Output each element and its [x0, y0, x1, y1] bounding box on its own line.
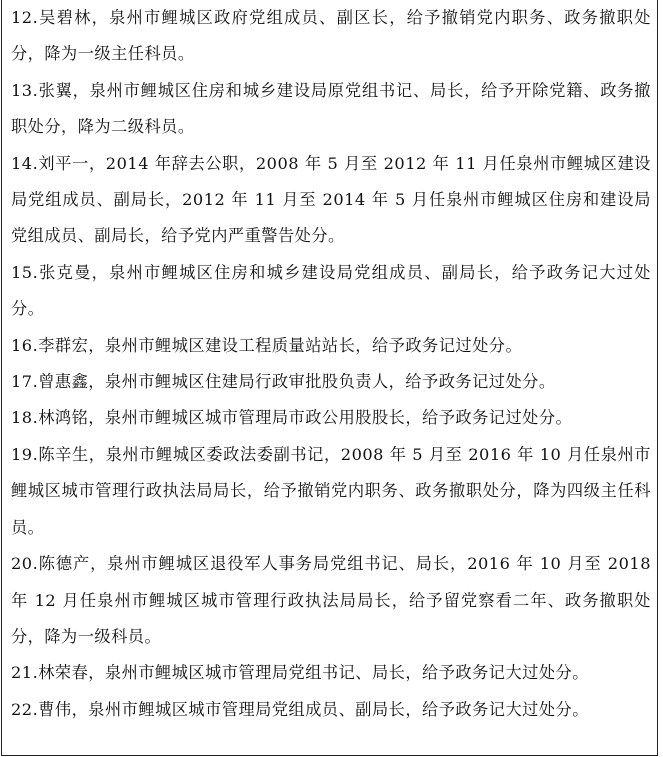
list-item: [11, 255, 651, 328]
list-item: [11, 364, 651, 400]
item-text: 陈德产，泉州市鲤城区退役军人事务局党组书记、局长，2016 年 10 月至 2018 年 12 月任泉州市鲤城区城市管理行政执法局局长，给予留党察看二年、政务撤职处分，降为一级科员。: [11, 554, 651, 646]
item-number: 13.: [11, 80, 39, 100]
item-text: 张翼，泉州市鲤城区住房和城乡建设局原党组书记、局长，给予开除党籍、政务撤职处分，降为二级科员。: [11, 80, 651, 137]
item-text: 李群宏，泉州市鲤城区建设工程质量站站长，给予政务记过处分。: [38, 335, 523, 355]
item-number: 17.: [11, 372, 39, 392]
item-text: 曹伟，泉州市鲤城区城市管理局党组成员、副局长，给予政务记大过处分。: [38, 699, 589, 719]
list-item: [11, 0, 651, 73]
item-text: 陈辛生，泉州市鲤城区委政法委副书记，2008 年 5 月至 2016 年 10 月任泉州市鲤城区城市管理行政执法局局长，给予撤销党内职务、政务撤职处分，降为四级主任科员。: [11, 444, 651, 537]
item-text: 吴碧林，泉州市鲤城区政府党组成员、副区长，给予撤销党内职务、政务撤职处分，降为一级主任科员。: [11, 8, 651, 64]
item-number: 18.: [11, 408, 39, 428]
item-text: 林荣春，泉州市鲤城区城市管理局党组书记、局长，给予政务记大过处分。: [38, 663, 589, 683]
item-number: 12.: [11, 8, 39, 27]
item-number: 19.: [11, 444, 39, 464]
item-number: 16.: [11, 335, 39, 355]
list-item: [11, 328, 651, 364]
item-number: 22.: [11, 699, 39, 719]
item-text: 林鸿铭，泉州市鲤城区城市管理局市政公用股股长，给予政务记过处分。: [38, 408, 573, 428]
list-item: [11, 146, 651, 255]
item-text: 张克曼，泉州市鲤城区住房和城乡建设局党组成员、副局长，给予政务记大过处分。: [11, 262, 651, 319]
list-item: [11, 73, 651, 146]
item-number: 21.: [11, 663, 39, 683]
list-item: [11, 400, 651, 436]
item-text: 曾惠鑫，泉州市鲤城区住建局行政审批股负责人，给予政务记过处分。: [38, 372, 556, 392]
document-body: [11, 0, 651, 728]
list-item: [11, 692, 651, 728]
list-item: [11, 437, 651, 546]
item-text: 刘平一，2014 年辞去公职，2008 年 5 月至 2012 年 11 月任泉州市鲤城区建设局党组成员、副局长，2012 年 11 月至 2014 年 5 月任泉州市鲤城区住房和建设局党组成员、副局长，给予党内严重警告处分。: [11, 153, 651, 246]
item-number: 15.: [11, 262, 39, 282]
list-item: [11, 655, 651, 691]
item-number: 14.: [11, 153, 39, 173]
item-number: 20.: [11, 554, 39, 574]
list-item: [11, 546, 651, 655]
